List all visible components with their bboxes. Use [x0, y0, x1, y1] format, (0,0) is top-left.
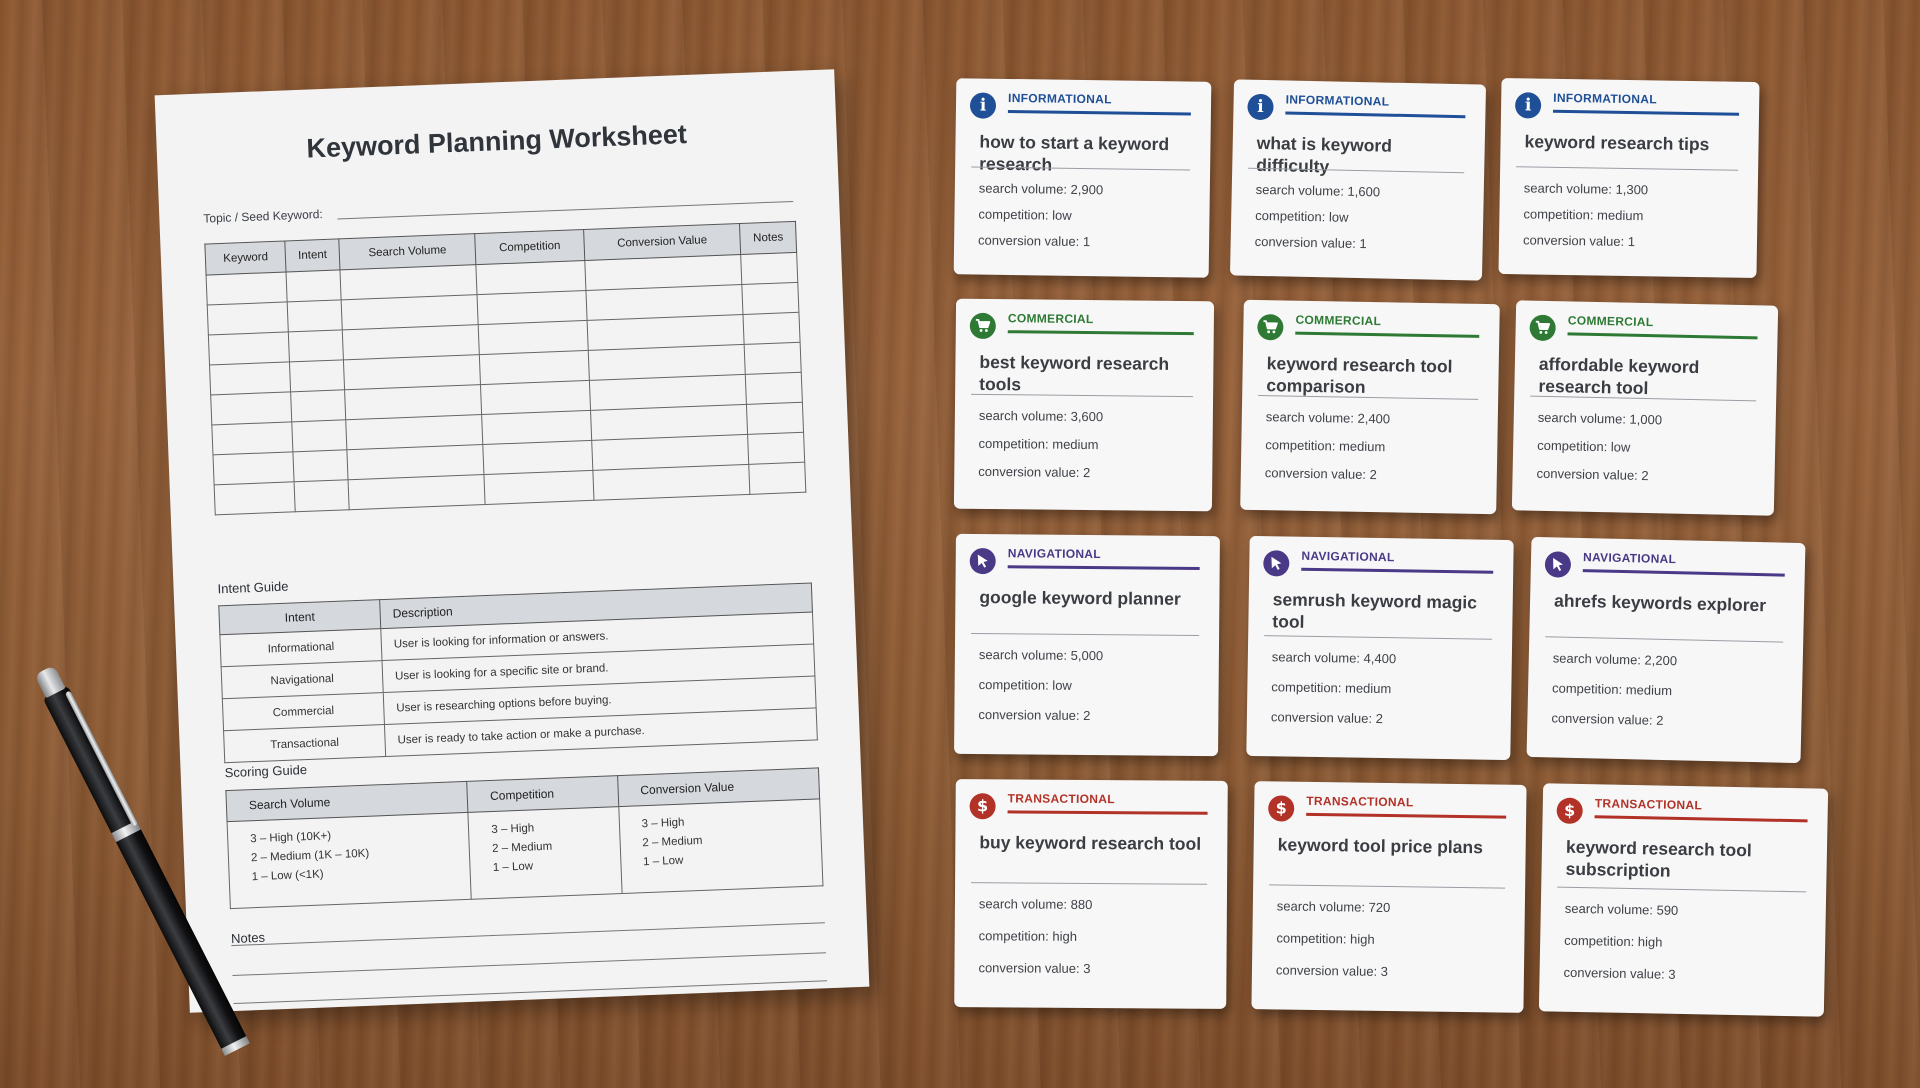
intent-category-label: INFORMATIONAL	[1285, 92, 1390, 109]
table-cell	[206, 272, 288, 305]
category-rule	[1008, 565, 1200, 570]
card-divider	[1264, 635, 1492, 640]
keyword-text: buy keyword research tool	[979, 832, 1202, 854]
column-header: Search Volume	[226, 781, 468, 821]
level-text: 3 – High	[491, 822, 535, 836]
keyword-card[interactable]	[1527, 537, 1806, 763]
info-icon: i	[970, 92, 996, 118]
competition-text: competition: medium	[978, 435, 1099, 453]
level-text: 2 – Medium	[642, 834, 703, 850]
conversion-value-text: conversion value: 3	[1563, 964, 1676, 982]
info-icon: i	[1247, 94, 1274, 121]
table-cell	[348, 475, 485, 510]
competition-text: competition: medium	[1271, 679, 1392, 697]
cursor-arrow-icon	[1263, 550, 1289, 576]
intent-guide-table	[218, 583, 818, 764]
search-volume-levels	[227, 812, 471, 908]
table-cell	[742, 282, 799, 314]
search-volume-text: search volume: 1,000	[1537, 409, 1663, 428]
table-cell	[480, 350, 589, 384]
conversion-value-text: conversion value: 1	[978, 232, 1091, 250]
table-cell	[289, 330, 344, 362]
category-rule	[1306, 813, 1506, 819]
notes-label: Notes	[230, 929, 266, 947]
search-volume-text: search volume: 1,300	[1523, 180, 1649, 198]
search-volume-text: search volume: 880	[978, 896, 1093, 913]
table-cell	[212, 422, 294, 455]
table-cell	[292, 420, 347, 452]
dollar-sign-icon: $	[970, 793, 996, 819]
card-divider	[1545, 636, 1783, 642]
table-cell	[214, 482, 296, 515]
keyword-text: affordable keyword research tool	[1538, 353, 1700, 399]
table-cell	[208, 332, 290, 365]
table-cell	[293, 450, 348, 482]
search-volume-text: search volume: 720	[1276, 898, 1391, 916]
seed-keyword-label: Topic / Seed Keyword:	[203, 207, 323, 226]
keyword-card[interactable]	[954, 78, 1212, 278]
competition-text: competition: high	[1564, 932, 1663, 950]
keyword-planning-worksheet	[155, 69, 870, 1012]
keyword-card[interactable]	[1539, 783, 1828, 1016]
table-cell	[744, 342, 801, 374]
conversion-value-levels	[618, 799, 823, 894]
table-cell	[749, 462, 806, 494]
cursor-arrow-icon	[970, 548, 996, 574]
column-header: Competition	[475, 230, 585, 265]
search-volume-text: search volume: 1,600	[1255, 181, 1381, 200]
keyword-card[interactable]	[954, 534, 1220, 756]
column-header: Intent	[285, 239, 340, 272]
level-text: 2 – Medium	[491, 840, 553, 855]
column-header: Conversion Value	[583, 224, 741, 261]
intent-category-label: NAVIGATIONAL	[1582, 550, 1677, 567]
level-text: 3 – High (10K+)	[250, 830, 332, 846]
table-cell	[294, 480, 349, 512]
conversion-value-text: conversion value: 2	[1551, 710, 1664, 728]
search-volume-text: search volume: 2,200	[1552, 650, 1678, 669]
keyword-card[interactable]	[1251, 781, 1526, 1013]
conversion-value-text: conversion value: 3	[978, 960, 1091, 976]
intent-description: User is researching options before buying.	[383, 676, 816, 725]
intent-category-label: COMMERCIAL	[1007, 311, 1094, 327]
search-volume-text: search volume: 4,400	[1271, 649, 1397, 667]
intent-description: User is looking for a specific site or brand.	[382, 644, 815, 693]
level-text: 1 – Low	[642, 854, 684, 869]
table-cell	[211, 392, 293, 425]
shopping-cart-icon	[1529, 315, 1556, 342]
keyword-card[interactable]	[1246, 536, 1513, 760]
cursor-arrow-icon	[1545, 551, 1572, 578]
shopping-cart-icon	[1257, 314, 1283, 340]
keyword-text: keyword research tips	[1524, 131, 1710, 155]
category-rule	[1595, 815, 1808, 822]
column-header: Notes	[740, 221, 797, 254]
competition-levels	[468, 807, 622, 900]
conversion-value-text: conversion value: 2	[978, 707, 1091, 724]
seed-keyword-line	[337, 201, 793, 220]
intent-category-label: COMMERCIAL	[1567, 313, 1654, 330]
intent-category-label: INFORMATIONAL	[1553, 90, 1658, 107]
keyword-text: ahrefs keywords explorer	[1553, 590, 1767, 616]
competition-text: competition: low	[1255, 207, 1349, 225]
competition-text: competition: low	[978, 677, 1072, 693]
conversion-value-text: conversion value: 2	[1264, 465, 1377, 483]
competition-text: competition: high	[1276, 930, 1375, 947]
keyword-text: how to start a keyword research	[979, 131, 1170, 175]
notes-line	[232, 952, 826, 976]
intent-name: Transactional	[224, 725, 386, 763]
table-cell	[286, 270, 341, 302]
category-rule	[1285, 111, 1465, 118]
scoring-guide-table	[225, 767, 823, 909]
table-cell	[288, 300, 343, 332]
table-cell	[291, 390, 346, 422]
intent-category-label: NAVIGATIONAL	[1007, 546, 1102, 562]
conversion-value-text: conversion value: 2	[1270, 709, 1384, 727]
table-cell	[213, 452, 295, 485]
competition-text: competition: low	[1537, 437, 1631, 455]
notes-line	[231, 922, 825, 946]
level-text: 1 – Low (<1K)	[251, 868, 324, 884]
category-rule	[1008, 330, 1194, 335]
intent-category-label: INFORMATIONAL	[1008, 90, 1112, 107]
competition-text: competition: high	[978, 928, 1078, 944]
competition-text: competition: medium	[1523, 206, 1644, 224]
conversion-value-text: conversion value: 2	[978, 463, 1091, 481]
keyword-card[interactable]	[954, 299, 1214, 512]
category-rule	[1008, 110, 1191, 116]
keyword-text: google keyword planner	[979, 587, 1181, 609]
competition-text: competition: low	[978, 206, 1072, 223]
conversion-value-text: conversion value: 3	[1275, 962, 1389, 979]
scoring-guide-title: Scoring Guide	[224, 762, 308, 781]
category-rule	[1008, 810, 1208, 814]
keyword-text: keyword research tool comparison	[1266, 353, 1453, 397]
table-cell	[207, 302, 289, 335]
category-rule	[1295, 332, 1479, 338]
table-cell	[290, 360, 345, 392]
keyword-text: semrush keyword magic tool	[1272, 589, 1478, 632]
shopping-cart-icon	[970, 313, 996, 339]
card-divider	[971, 633, 1199, 636]
seed-keyword-row	[203, 189, 793, 226]
column-header: Competition	[467, 776, 618, 813]
table-cell	[741, 252, 798, 284]
intent-name: Commercial	[222, 693, 384, 731]
search-volume-text: search volume: 2,900	[978, 180, 1104, 198]
keyword-card[interactable]	[1230, 79, 1486, 280]
keyword-text: what is keyword difficulty	[1256, 132, 1393, 177]
keyword-card[interactable]	[1498, 78, 1759, 278]
column-header: Keyword	[205, 241, 287, 275]
keyword-card[interactable]	[954, 779, 1228, 1009]
intent-name: Informational	[220, 629, 382, 667]
conversion-value-text: conversion value: 2	[1536, 465, 1649, 484]
intent-guide-title: Intent Guide	[217, 578, 289, 597]
intent-name: Navigational	[221, 661, 383, 699]
keyword-card[interactable]	[1240, 300, 1500, 514]
level-text: 2 – Medium (1K – 10K)	[250, 847, 370, 865]
dollar-sign-icon: $	[1556, 798, 1582, 824]
card-divider	[1516, 166, 1738, 170]
category-rule	[1301, 568, 1493, 574]
table-cell	[484, 470, 593, 504]
category-rule	[1568, 332, 1758, 339]
intent-category-label: NAVIGATIONAL	[1301, 548, 1395, 565]
column-header: Description	[380, 583, 813, 629]
intent-description: User is looking for information or answers.	[381, 612, 814, 661]
card-divider	[1557, 887, 1806, 893]
notes-line	[234, 980, 828, 1004]
competition-text: competition: medium	[1265, 437, 1386, 455]
intent-category-label: TRANSACTIONAL	[1306, 793, 1414, 810]
intent-description: User is ready to take action or make a purchase.	[384, 708, 817, 757]
table-cell	[748, 432, 805, 464]
card-divider	[971, 882, 1207, 885]
column-header: Conversion Value	[617, 768, 819, 807]
keyword-table	[204, 221, 806, 516]
dollar-sign-icon: $	[1268, 795, 1294, 821]
table-cell	[481, 380, 590, 414]
table-cell	[482, 410, 591, 444]
table-cell	[483, 440, 592, 474]
conversion-value-text: conversion value: 1	[1254, 233, 1367, 252]
table-cell	[476, 261, 585, 295]
intent-category-label: TRANSACTIONAL	[1007, 791, 1115, 807]
category-rule	[1583, 569, 1785, 577]
search-volume-text: search volume: 5,000	[978, 647, 1104, 664]
level-text: 3 – High	[641, 816, 685, 831]
table-cell	[746, 372, 803, 404]
worksheet-title: Keyword Planning Worksheet	[305, 119, 688, 164]
table-cell	[593, 464, 751, 500]
search-volume-text: search volume: 2,400	[1265, 409, 1391, 427]
search-volume-text: search volume: 3,600	[978, 407, 1104, 425]
keyword-card[interactable]	[1512, 300, 1778, 515]
level-text: 1 – Low	[492, 860, 534, 874]
keyword-table-body	[206, 252, 806, 515]
card-divider	[1269, 884, 1505, 888]
category-rule	[1553, 110, 1739, 116]
intent-category-label: COMMERCIAL	[1295, 312, 1382, 329]
column-header: Search Volume	[339, 234, 477, 270]
competition-text: competition: medium	[1551, 680, 1673, 699]
keyword-text: keyword research tool subscription	[1565, 836, 1752, 881]
table-cell	[747, 402, 804, 434]
info-icon: i	[1515, 92, 1541, 118]
table-cell	[477, 290, 586, 324]
keyword-text: best keyword research tools	[979, 351, 1170, 395]
table-cell	[210, 362, 292, 395]
keyword-text: keyword tool price plans	[1277, 834, 1484, 858]
column-header: Intent	[219, 600, 381, 635]
conversion-value-text: conversion value: 1	[1522, 232, 1636, 250]
intent-category-label: TRANSACTIONAL	[1594, 796, 1703, 813]
table-cell	[479, 320, 588, 354]
table-cell	[743, 312, 800, 344]
search-volume-text: search volume: 590	[1564, 900, 1679, 918]
